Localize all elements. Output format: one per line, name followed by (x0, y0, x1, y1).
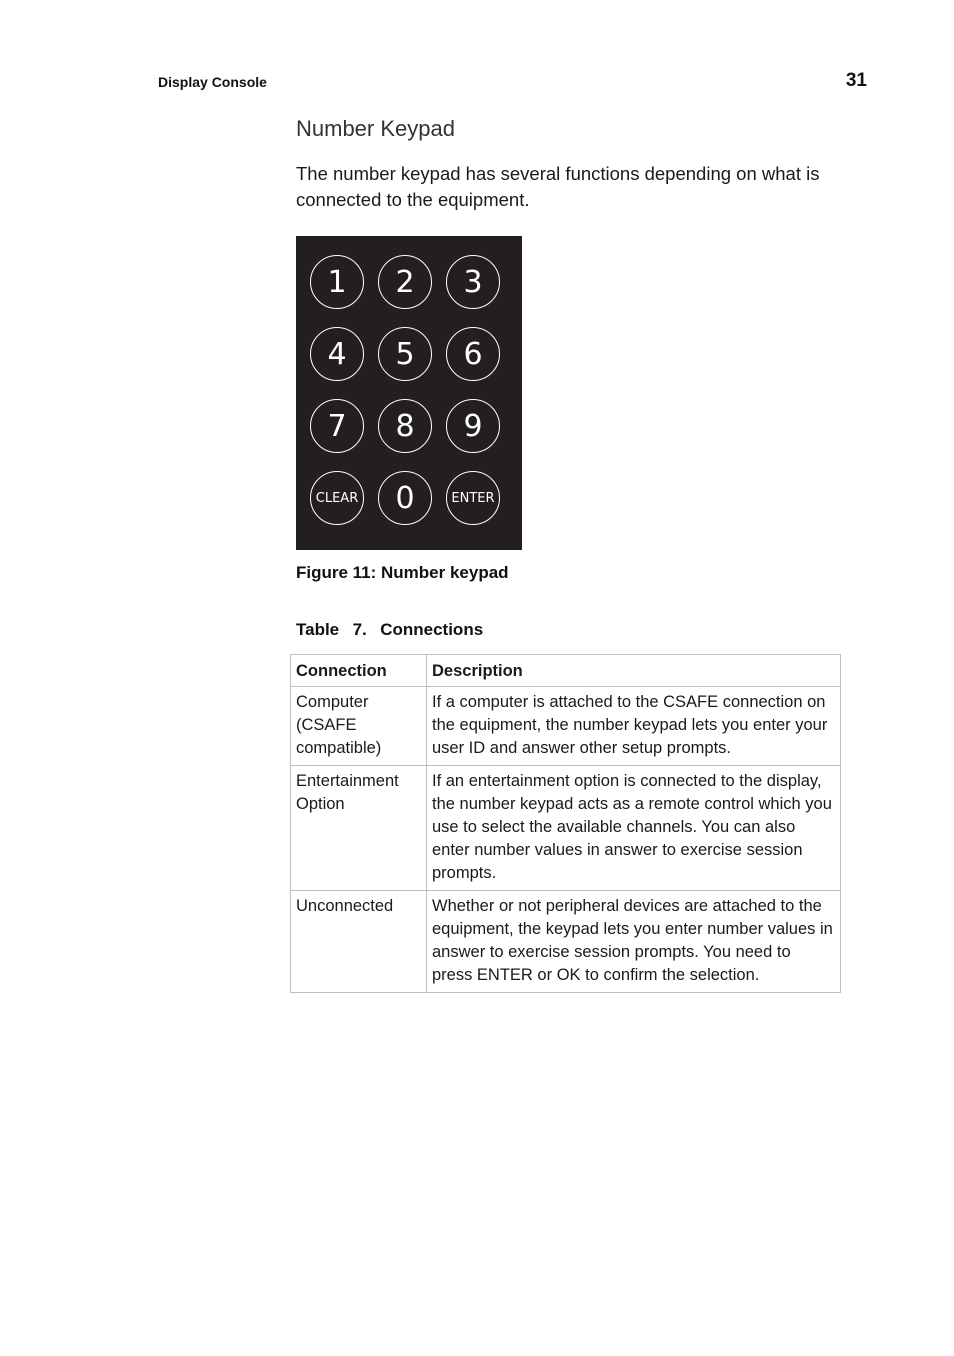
keypad-key-2: 2 (378, 255, 432, 309)
table-cell-connection: Unconnected (291, 891, 427, 993)
keypad-key-clear: CLEAR (310, 471, 364, 525)
keypad-key-7: 7 (310, 399, 364, 453)
keypad-key-5: 5 (378, 327, 432, 381)
keypad-key-9: 9 (446, 399, 500, 453)
section-title: Number Keypad (296, 116, 455, 141)
table-row (291, 687, 841, 766)
keypad-key-1: 1 (310, 255, 364, 309)
table-cell-connection: Computer (CSAFE compatible) (291, 687, 427, 766)
table-title: Table 7. Connections (296, 620, 484, 639)
keypad-key-8: 8 (378, 399, 432, 453)
number-keypad-figure (296, 236, 522, 550)
connections-table (290, 654, 841, 993)
table-header-row (291, 655, 841, 687)
keypad-key-6: 6 (446, 327, 500, 381)
keypad-key-4: 4 (310, 327, 364, 381)
intro-paragraph: The number keypad has several functions depending on what is connected to the equipment. (296, 163, 820, 210)
table-cell-connection: Entertainment Option (291, 766, 427, 891)
page-number: 31 (845, 70, 867, 91)
keypad-key-enter: ENTER (446, 471, 500, 525)
table-cell-description: If an entertainment option is connected to the display, the number keypad acts as a remote control which you use to select the available channels. You can also enter number values in answer to exercise session prompts. (427, 766, 841, 891)
keypad-key-0: 0 (378, 471, 432, 525)
running-header: Display Console (158, 74, 267, 90)
table-header-connection: Connection (291, 655, 427, 687)
table-header-description: Description (427, 655, 841, 687)
table-cell-description: Whether or not peripheral devices are attached to the equipment, the keypad lets you enter number values in answer to exercise session prompts. You need to press ENTER or OK to confirm the selection. (427, 891, 841, 993)
table-row (291, 891, 841, 993)
table-row (291, 766, 841, 891)
keypad-key-3: 3 (446, 255, 500, 309)
figure-caption: Figure 11: Number keypad (296, 563, 509, 582)
table-cell-description: If a computer is attached to the CSAFE connection on the equipment, the number keypad lets you enter your user ID and answer other setup prompts. (427, 687, 841, 766)
